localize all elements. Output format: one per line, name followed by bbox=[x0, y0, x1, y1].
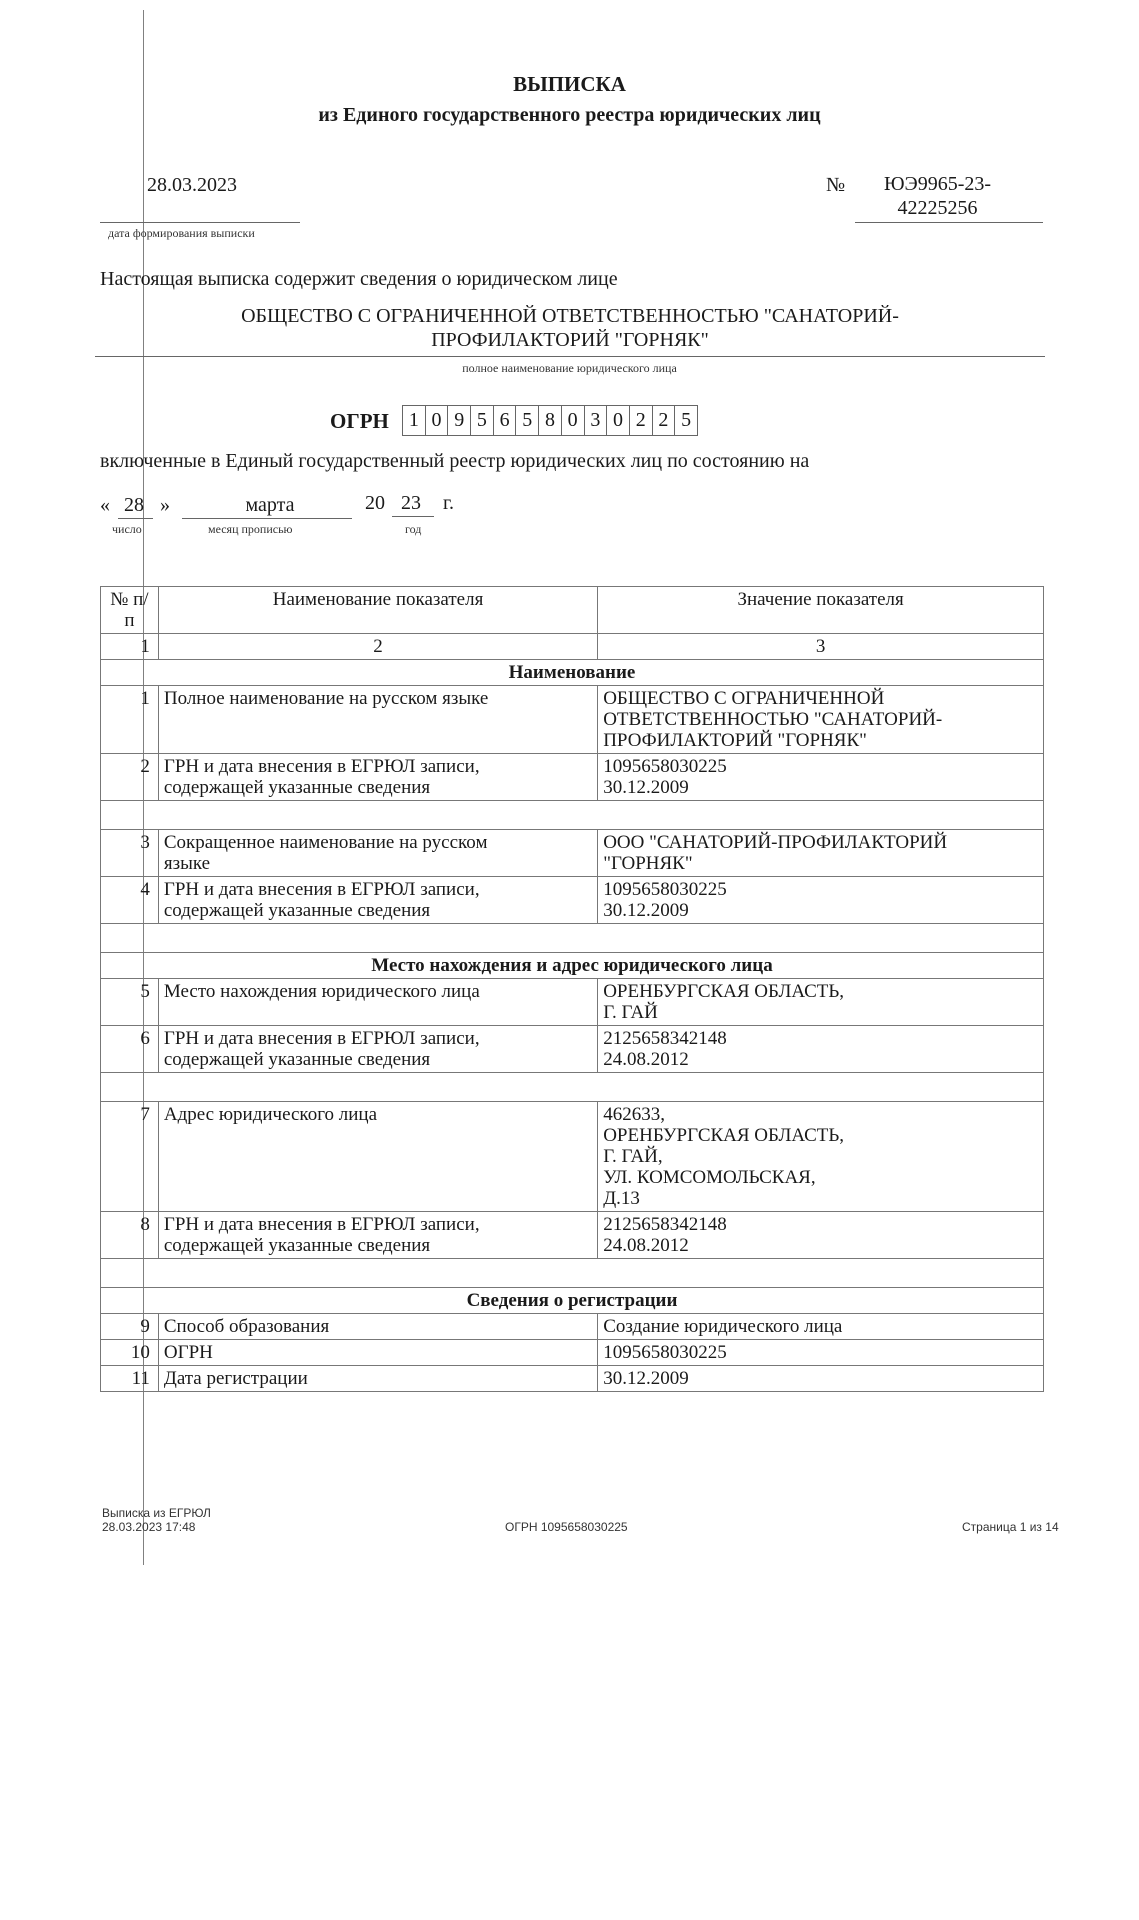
footer-left bbox=[102, 1506, 211, 1534]
name-caption: полное наименование юридического лица bbox=[462, 361, 677, 375]
row-value-line: Г. ГАЙ bbox=[603, 1002, 658, 1023]
footer-center: ОГРН 1095658030225 bbox=[505, 1520, 628, 1534]
row-value-line: 2125658342148 bbox=[603, 1214, 727, 1235]
date-underline bbox=[100, 222, 300, 223]
document-number-line1: ЮЭ9965-23- bbox=[883, 173, 992, 195]
month-underline bbox=[182, 518, 352, 519]
document-title: ВЫПИСКА bbox=[513, 72, 626, 96]
ogrn-digit: 5 bbox=[471, 405, 494, 436]
row-value bbox=[598, 979, 1044, 1026]
ogrn-digit-boxes bbox=[402, 405, 698, 436]
row-indicator-line: Сокращенное наименование на русском bbox=[163, 832, 488, 853]
included-text: включенные в Единый государственный реестр юридических лиц по состоянию на bbox=[100, 450, 810, 472]
spacer-row bbox=[101, 924, 1044, 953]
table-header-row bbox=[101, 587, 1044, 634]
row-value bbox=[598, 686, 1044, 754]
month-caption: месяц прописью bbox=[208, 522, 293, 536]
ogrn-label: ОГРН bbox=[330, 409, 389, 433]
row-value-line: 30.12.2009 bbox=[603, 900, 689, 921]
row-value-line: ОТВЕТСТВЕННОСТЬЮ "САНАТОРИЙ- bbox=[603, 709, 943, 730]
column-number: 3 bbox=[598, 634, 1044, 660]
row-value bbox=[598, 1102, 1044, 1212]
row-number: 10 bbox=[101, 1340, 159, 1366]
row-number: 2 bbox=[101, 754, 159, 801]
entity-full-name bbox=[100, 304, 1040, 352]
column-number: 2 bbox=[158, 634, 597, 660]
row-indicator: Место нахождения юридического лица bbox=[158, 979, 597, 1026]
ogrn-digit: 0 bbox=[426, 405, 449, 436]
row-value bbox=[598, 877, 1044, 924]
section-row bbox=[101, 1288, 1044, 1314]
number-underline bbox=[855, 222, 1043, 223]
year-caption: год bbox=[405, 522, 422, 536]
row-indicator bbox=[158, 877, 597, 924]
ogrn-digit: 5 bbox=[516, 405, 539, 436]
as-of-year-prefix: 20 bbox=[365, 492, 385, 514]
ogrn-digit: 2 bbox=[653, 405, 676, 436]
footer-left-line2: 28.03.2023 17:48 bbox=[102, 1520, 196, 1534]
row-indicator bbox=[158, 754, 597, 801]
footer-left-line1: Выписка из ЕГРЮЛ bbox=[102, 1506, 211, 1520]
table-row bbox=[101, 1212, 1044, 1259]
row-indicator: Дата регистрации bbox=[158, 1366, 597, 1392]
number-sign: № bbox=[826, 174, 846, 196]
row-value-line: ПРОФИЛАКТОРИЙ "ГОРНЯК" bbox=[603, 730, 867, 751]
ogrn-digit: 0 bbox=[607, 405, 630, 436]
table-row bbox=[101, 686, 1044, 754]
row-indicator-line: содержащей указанные сведения bbox=[163, 900, 431, 921]
document-number bbox=[870, 172, 1005, 220]
row-value bbox=[598, 754, 1044, 801]
as-of-day: 28 bbox=[124, 494, 144, 516]
row-value: 1095658030225 bbox=[598, 1340, 1044, 1366]
spacer-cell bbox=[101, 924, 1044, 953]
ogrn-digit: 1 bbox=[403, 405, 426, 436]
name-underline bbox=[95, 356, 1045, 357]
footer-page-number: Страница 1 из 14 bbox=[962, 1520, 1059, 1534]
spacer-row bbox=[101, 1073, 1044, 1102]
table-row bbox=[101, 1314, 1044, 1340]
intro-text: Настоящая выписка содержит сведения о юридическом лице bbox=[100, 268, 618, 290]
row-number: 3 bbox=[101, 830, 159, 877]
table-column-numbers-row bbox=[101, 634, 1044, 660]
entity-full-name-line1: ОБЩЕСТВО С ОГРАНИЧЕННОЙ ОТВЕТСТВЕННОСТЬЮ "САНАТОРИЙ- bbox=[241, 305, 899, 327]
header-indicator: Наименование показателя bbox=[158, 587, 597, 634]
row-indicator: Адрес юридического лица bbox=[158, 1102, 597, 1212]
day-underline bbox=[118, 518, 153, 519]
row-number: 6 bbox=[101, 1026, 159, 1073]
row-value: 30.12.2009 bbox=[598, 1366, 1044, 1392]
row-value-line: ООО "САНАТОРИЙ-ПРОФИЛАКТОРИЙ bbox=[603, 832, 948, 853]
row-value-line: Г. ГАЙ, bbox=[603, 1146, 663, 1167]
spacer-row bbox=[101, 801, 1044, 830]
row-indicator-line: ГРН и дата внесения в ЕГРЮЛ записи, bbox=[163, 756, 480, 777]
quote-close: » bbox=[160, 494, 170, 516]
table-row bbox=[101, 754, 1044, 801]
row-indicator bbox=[158, 830, 597, 877]
row-number: 7 bbox=[101, 1102, 159, 1212]
row-value-line: Д.13 bbox=[603, 1188, 640, 1209]
row-value-line: 24.08.2012 bbox=[603, 1049, 689, 1070]
entity-full-name-line2: ПРОФИЛАКТОРИЙ "ГОРНЯК" bbox=[431, 329, 709, 351]
quote-open: « bbox=[100, 494, 110, 516]
row-indicator-line: языке bbox=[163, 853, 211, 874]
row-number: 4 bbox=[101, 877, 159, 924]
ogrn-digit: 0 bbox=[562, 405, 585, 436]
row-value bbox=[598, 1026, 1044, 1073]
row-number: 5 bbox=[101, 979, 159, 1026]
section-row bbox=[101, 953, 1044, 979]
row-number: 8 bbox=[101, 1212, 159, 1259]
row-indicator-line: ГРН и дата внесения в ЕГРЮЛ записи, bbox=[163, 1214, 480, 1235]
spacer-cell bbox=[101, 1259, 1044, 1288]
column-number: 1 bbox=[101, 634, 159, 660]
table-row bbox=[101, 1102, 1044, 1212]
as-of-month: марта bbox=[245, 494, 295, 516]
row-value bbox=[598, 1212, 1044, 1259]
row-value-line: 2125658342148 bbox=[603, 1028, 727, 1049]
row-value-line: 24.08.2012 bbox=[603, 1235, 689, 1256]
row-indicator: ОГРН bbox=[158, 1340, 597, 1366]
row-value-line: ОРЕНБУРГСКАЯ ОБЛАСТЬ, bbox=[603, 1125, 845, 1146]
ogrn-digit: 6 bbox=[494, 405, 517, 436]
header-number: № п/п bbox=[101, 587, 159, 634]
document-number-line2: 42225256 bbox=[897, 197, 978, 219]
row-value-line: 30.12.2009 bbox=[603, 777, 689, 798]
document-subtitle: из Единого государственного реестра юридических лиц bbox=[318, 104, 821, 126]
spacer-cell bbox=[101, 1073, 1044, 1102]
section-title-name: Наименование bbox=[101, 660, 1044, 686]
row-indicator-line: ГРН и дата внесения в ЕГРЮЛ записи, bbox=[163, 1028, 480, 1049]
row-indicator bbox=[158, 1026, 597, 1073]
section-title-registration: Сведения о регистрации bbox=[101, 1288, 1044, 1314]
row-value-line: ОБЩЕСТВО С ОГРАНИЧЕННОЙ bbox=[603, 688, 885, 709]
section-row bbox=[101, 660, 1044, 686]
ogrn-digit: 9 bbox=[448, 405, 471, 436]
data-table bbox=[100, 586, 1044, 1392]
table-row bbox=[101, 979, 1044, 1026]
row-value-line: ОРЕНБУРГСКАЯ ОБЛАСТЬ, bbox=[603, 981, 845, 1002]
ogrn-digit: 2 bbox=[630, 405, 653, 436]
date-caption: дата формирования выписки bbox=[108, 226, 255, 240]
ogrn-digit: 5 bbox=[675, 405, 698, 436]
row-value-line: 1095658030225 bbox=[603, 756, 727, 777]
row-number: 9 bbox=[101, 1314, 159, 1340]
table-row bbox=[101, 877, 1044, 924]
row-indicator: Способ образования bbox=[158, 1314, 597, 1340]
row-number: 1 bbox=[101, 686, 159, 754]
year-abbr: г. bbox=[443, 492, 454, 514]
section-title-address: Место нахождения и адрес юридического лица bbox=[101, 953, 1044, 979]
row-number: 11 bbox=[101, 1366, 159, 1392]
table-row bbox=[101, 1340, 1044, 1366]
day-caption: число bbox=[112, 522, 142, 536]
table-row bbox=[101, 1026, 1044, 1073]
row-indicator-line: содержащей указанные сведения bbox=[163, 1049, 431, 1070]
table-row bbox=[101, 830, 1044, 877]
row-indicator-line: ГРН и дата внесения в ЕГРЮЛ записи, bbox=[163, 879, 480, 900]
header-value: Значение показателя bbox=[598, 587, 1044, 634]
as-of-year-suffix: 23 bbox=[401, 492, 421, 514]
ogrn-digit: 3 bbox=[585, 405, 608, 436]
row-value-line: 462633, bbox=[603, 1104, 665, 1125]
ogrn-digit: 8 bbox=[539, 405, 562, 436]
row-value bbox=[598, 830, 1044, 877]
table-row bbox=[101, 1366, 1044, 1392]
row-indicator: Полное наименование на русском языке bbox=[158, 686, 597, 754]
spacer-cell bbox=[101, 801, 1044, 830]
row-value-line: "ГОРНЯК" bbox=[603, 853, 693, 874]
year-underline bbox=[392, 516, 434, 517]
row-value: Создание юридического лица bbox=[598, 1314, 1044, 1340]
issue-date: 28.03.2023 bbox=[147, 174, 237, 196]
spacer-row bbox=[101, 1259, 1044, 1288]
row-indicator bbox=[158, 1212, 597, 1259]
row-value-line: УЛ. КОМСОМОЛЬСКАЯ, bbox=[603, 1167, 816, 1188]
row-value-line: 1095658030225 bbox=[603, 879, 727, 900]
row-indicator-line: содержащей указанные сведения bbox=[163, 777, 431, 798]
row-indicator-line: содержащей указанные сведения bbox=[163, 1235, 431, 1256]
